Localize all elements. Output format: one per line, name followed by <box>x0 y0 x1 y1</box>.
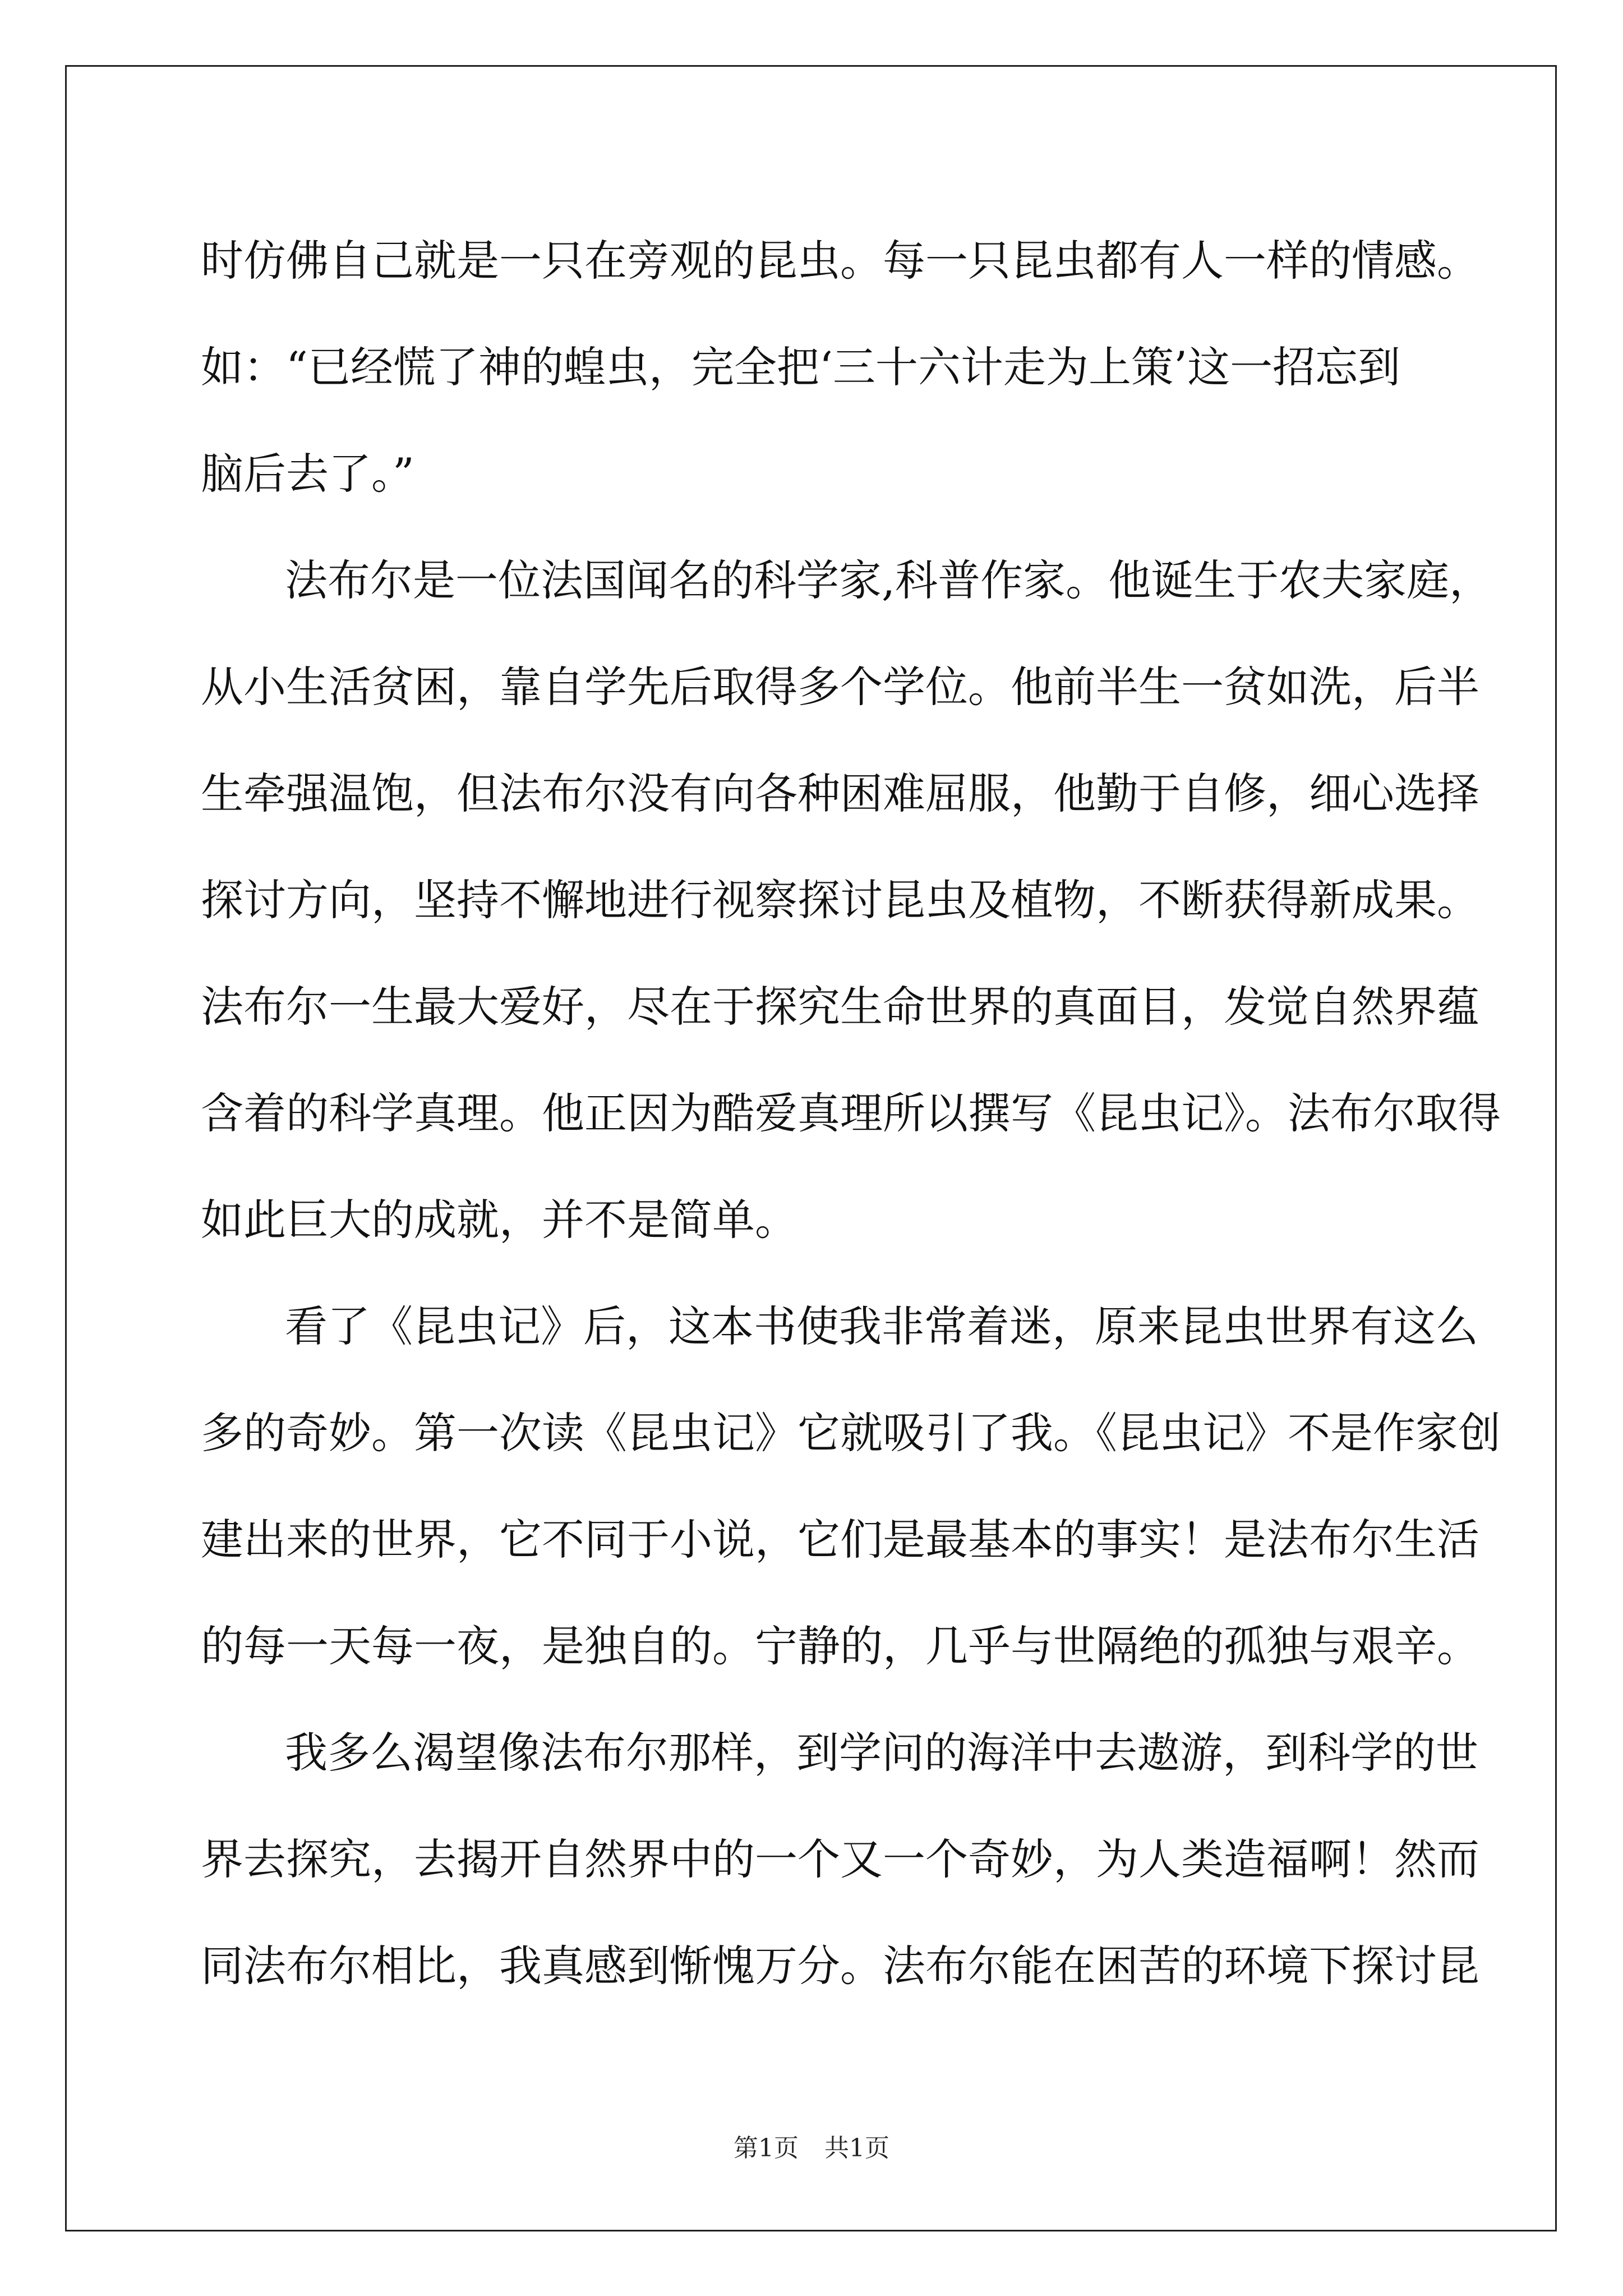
text-line: 同法布尔相比，我真感到惭愧万分。法布尔能在困苦的环境下探讨昆 <box>201 1941 1479 1991</box>
text-line: 如：“已经慌了神的蝗虫，完全把‘三十六计走为上策’这一招忘到 <box>201 342 1401 392</box>
text-line: 生牵强温饱，但法布尔没有向各种困难屈服，他勤于自修，细心选择 <box>201 769 1479 818</box>
paragraph-start-line: 看了《昆虫记》后，这本书使我非常着迷，原来昆虫世界有这么 <box>285 1301 1478 1351</box>
paragraph-start-line: 我多么渴望像法布尔那样，到学问的海洋中去遨游，到科学的世 <box>285 1728 1478 1778</box>
text-line: 界去探究，去揭开自然界中的一个又一个奇妙，为人类造福啊！然而 <box>201 1834 1479 1884</box>
text-line: 建出来的世界，它不同于小说，它们是最基本的事实！是法布尔生活 <box>201 1515 1479 1565</box>
document-body <box>201 208 1501 2019</box>
page-footer <box>0 2132 1623 2165</box>
page-number-current: 第1页 <box>734 2134 799 2162</box>
text-line: 脑后去了。” <box>201 449 414 499</box>
paragraph-start-line: 法布尔是一位法国闻名的科学家,科普作家。他诞生于农夫家庭， <box>285 555 1492 605</box>
text-line: 从小生活贫困，靠自学先后取得多个学位。他前半生一贫如洗，后半 <box>201 662 1479 712</box>
text-line: 如此巨大的成就，并不是简单。 <box>201 1195 797 1245</box>
text-line: 的每一天每一夜，是独自的。宁静的，几乎与世隔绝的孤独与艰辛。 <box>201 1621 1479 1671</box>
text-line: 探讨方向，坚持不懈地进行视察探讨昆虫及植物，不断获得新成果。 <box>201 875 1479 925</box>
text-line: 法布尔一生最大爱好，尽在于探究生命世界的真面目，发觉自然界蕴 <box>201 982 1479 1032</box>
text-line: 时仿佛自己就是一只在旁观的昆虫。每一只昆虫都有人一样的情感。 <box>201 236 1479 286</box>
page-number-total: 共1页 <box>824 2134 889 2162</box>
text-line: 多的奇妙。第一次读《昆虫记》它就吸引了我。《昆虫记》不是作家创 <box>201 1408 1501 1458</box>
text-line: 含着的科学真理。他正因为酷爱真理所以撰写《昆虫记》。法布尔取得 <box>201 1088 1501 1138</box>
